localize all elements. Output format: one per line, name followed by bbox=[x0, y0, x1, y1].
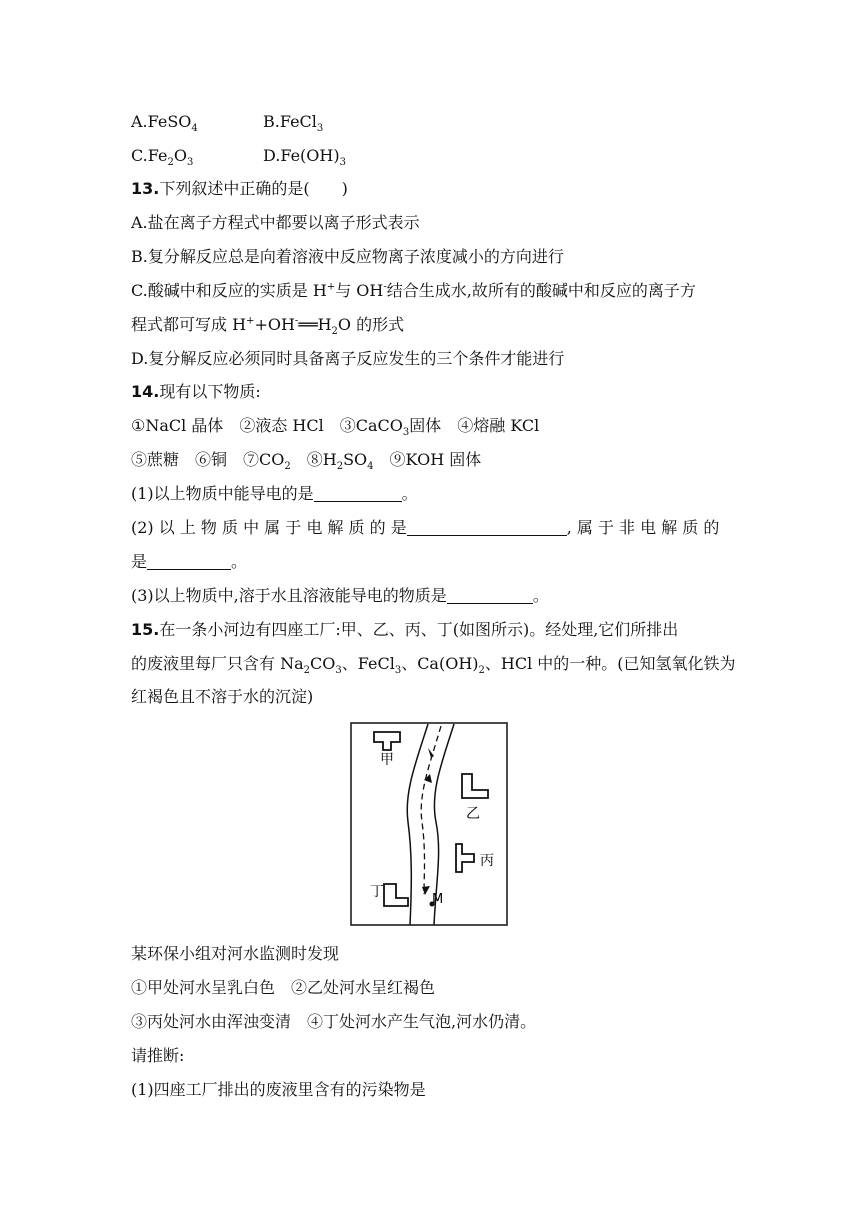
factory-ding-icon bbox=[384, 884, 408, 906]
answer-blank[interactable] bbox=[447, 587, 533, 604]
q12-option-a: A.FeSO$_4$ bbox=[131, 112, 198, 135]
label-jia: 甲 bbox=[380, 752, 394, 768]
label-yi: 乙 bbox=[466, 806, 480, 822]
q12-option-c: $C.Fe_2O_3$ bbox=[131, 146, 194, 169]
q14-substances-row2: ⑤蔗糖 ⑥铜 $⑦CO_2$ $⑧H_2SO_4$ ⑨KOH 固体 bbox=[131, 450, 482, 473]
factory-bing-icon bbox=[456, 844, 474, 872]
q15-observation-intro: 某环保小组对河水监测时发现 bbox=[131, 944, 340, 963]
q13-option-c-line1: C.酸碱中和反应的实质是 H+与 OH-结合生成水,故所有的酸碱中和反应的离子方 bbox=[131, 281, 696, 300]
q12-option-d: $D.Fe(OH)_3$ bbox=[263, 146, 346, 169]
q15-sub1: (1)四座工厂排出的废液里含有的污染物是 bbox=[131, 1080, 426, 1099]
q14-sub2-line1: (2) 以 上 物 质 中 属 于 电 解 质 的 是 , 属 于 非 电 解 质 的 bbox=[131, 518, 720, 537]
q15-observation-2: ③丙处河水由浑浊变清 ④丁处河水产生气泡,河水仍清。 bbox=[131, 1012, 537, 1031]
flow-arrow-3 bbox=[422, 886, 430, 895]
q13-option-c-line2: 程式都可写成 $H^++OH^-══H_2O$ 的形式 bbox=[131, 315, 405, 338]
flow-arrow-1 bbox=[428, 748, 434, 758]
q13-option-b: B.复分解反应总是向着溶液中反应物离子浓度减小的方向进行 bbox=[131, 247, 564, 266]
q15-infer: 请推断: bbox=[131, 1046, 185, 1065]
q15-observation-1: ①甲处河水呈乳白色 ②乙处河水呈红褐色 bbox=[131, 978, 436, 997]
label-m: M bbox=[432, 892, 444, 907]
q14-sub3: (3)以上物质中,溶于水且溶液能导电的物质是 。 bbox=[131, 586, 549, 605]
label-ding: 丁 bbox=[370, 884, 384, 900]
q13-stem: 13.下列叙述中正确的是( ) bbox=[131, 179, 348, 198]
q15-stem-line3: 红褐色且不溶于水的沉淀) bbox=[131, 687, 314, 706]
q14-sub1: (1)以上物质中能导电的是 。 bbox=[131, 484, 418, 503]
factory-yi-icon bbox=[462, 774, 488, 798]
q13-option-a: A.盐在离子方程式中都要以离子形式表示 bbox=[131, 213, 420, 232]
q14-number: 14. bbox=[131, 382, 160, 401]
q14-sub2-line2: 是 。 bbox=[131, 552, 248, 571]
q12-options-row2 bbox=[131, 145, 346, 167]
q15-stem-line1: 15.在一条小河边有四座工厂:甲、乙、丙、丁(如图所示)。经处理,它们所排出 bbox=[131, 620, 679, 639]
answer-blank[interactable] bbox=[407, 519, 567, 536]
q15-number: 15. bbox=[131, 620, 160, 639]
river-diagram bbox=[350, 722, 508, 926]
q14-stem: 14.现有以下物质: bbox=[131, 382, 261, 401]
label-bing: 丙 bbox=[480, 853, 494, 869]
q12-options-row1 bbox=[131, 111, 323, 133]
river-factory-figure bbox=[350, 722, 508, 926]
q15-stem-line2: 的废液里每厂只含有 $Na_2CO_3$、FeCl$_3$、$Ca(OH)_2$、HCl 中的一种。(已知氢氧化铁为 bbox=[131, 654, 736, 677]
q13-number: 13. bbox=[131, 179, 160, 198]
q14-substances-row1: ①NaCl 晶体 ②液态 HCl ③CaCO$_3$固体 ④熔融 KCl bbox=[131, 416, 540, 439]
q12-option-b: B.FeCl$_3$ bbox=[263, 112, 324, 135]
answer-blank[interactable] bbox=[314, 485, 402, 502]
answer-blank[interactable] bbox=[147, 553, 231, 570]
river-left-bank bbox=[407, 724, 428, 925]
factory-jia-icon bbox=[374, 732, 400, 750]
q13-option-d: D.复分解反应必须同时具备离子反应发生的三个条件才能进行 bbox=[131, 349, 565, 368]
